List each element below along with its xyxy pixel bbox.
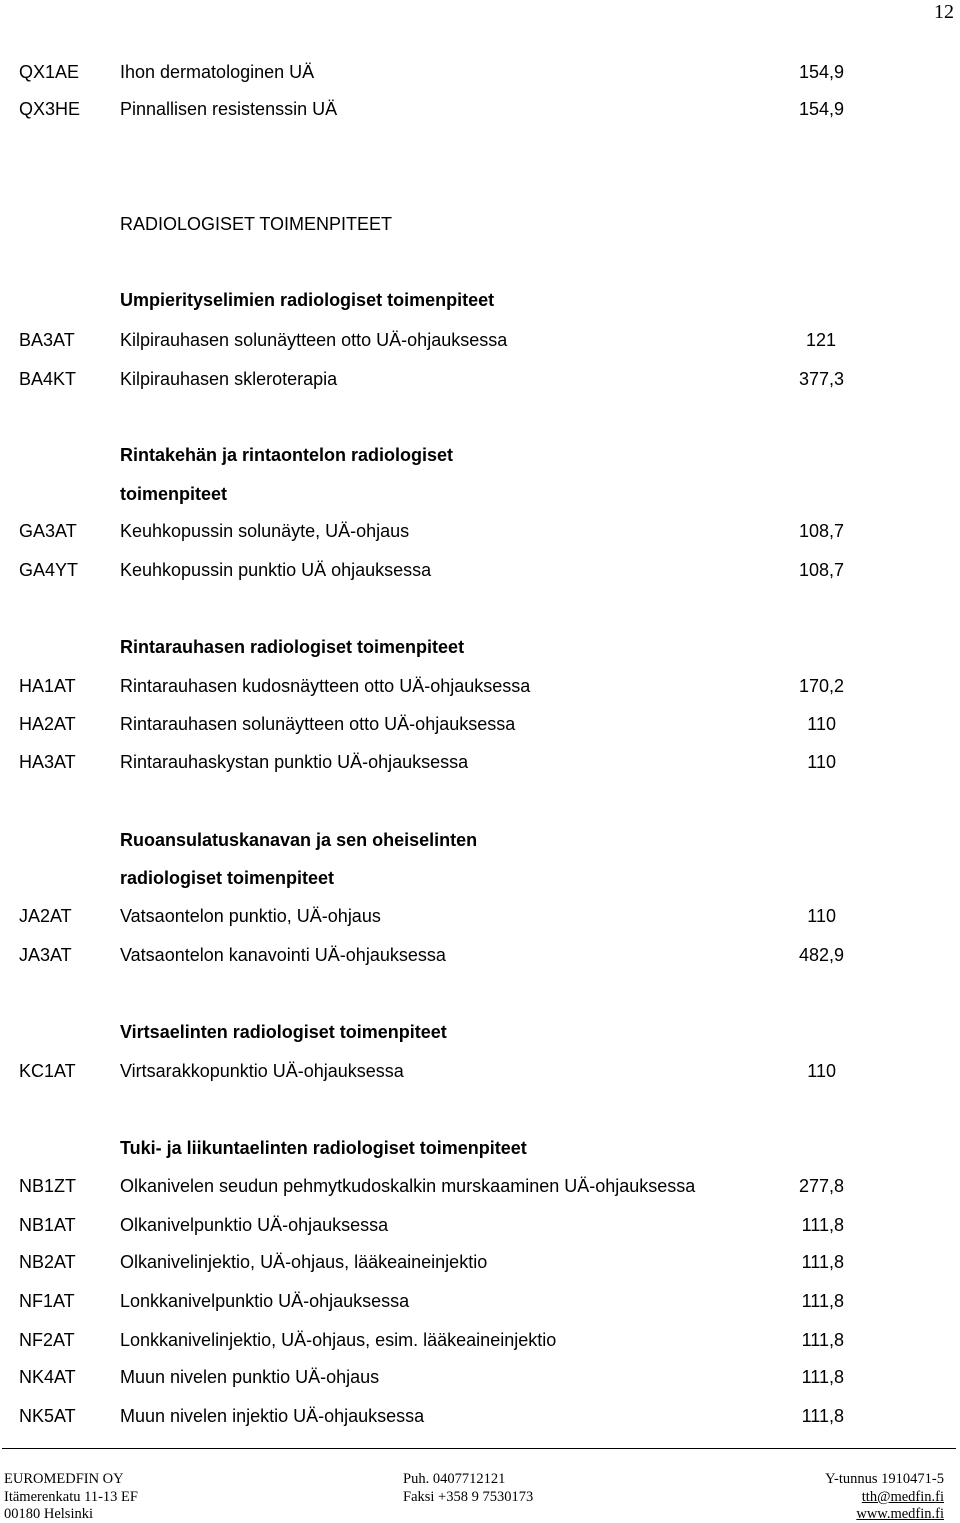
procedure-price: 110 — [807, 714, 836, 734]
procedure-price: 377,3 — [798, 369, 844, 389]
procedure-description: Vatsaontelon punktio, UÄ-ohjaus — [120, 906, 381, 926]
procedure-description: Keuhkopussin solunäyte, UÄ-ohjaus — [120, 521, 410, 541]
procedure-code: NK4AT — [19, 1367, 76, 1387]
footer-email-link[interactable]: tth@medfin.fi — [861, 1489, 944, 1505]
table-row — [0, 904, 960, 928]
procedure-description: Rintarauhaskystan punktio UÄ-ohjauksessa — [120, 752, 469, 772]
procedure-code: HA1AT — [19, 676, 76, 696]
procedure-price: 110 — [807, 1061, 836, 1081]
table-row — [0, 674, 960, 698]
procedure-description: Rintarauhasen solunäytteen otto UÄ-ohjauksessa — [120, 714, 516, 734]
table-row — [0, 367, 960, 391]
section-heading: Rintarauhasen radiologiset toimenpiteet — [120, 637, 465, 657]
procedure-price: 111,8 — [801, 1291, 844, 1311]
main-heading: RADIOLOGISET TOIMENPITEET — [120, 214, 393, 234]
table-row — [0, 1059, 960, 1083]
procedure-code: QX1AE — [19, 62, 80, 82]
procedure-code: BA4KT — [19, 369, 77, 389]
table-row — [0, 97, 960, 121]
section-heading: Ruoansulatuskanavan ja sen oheiselinten — [120, 830, 478, 850]
table-row — [0, 519, 960, 543]
footer-street-address: Itämerenkatu 11-13 EF — [4, 1489, 138, 1505]
footer-website-link[interactable]: www.medfin.fi — [856, 1506, 944, 1522]
procedure-description: Pinnallisen resistenssin UÄ — [120, 99, 338, 119]
footer-postal-address: 00180 Helsinki — [4, 1506, 94, 1522]
procedure-price: 110 — [807, 906, 836, 926]
procedure-price: 482,9 — [798, 945, 844, 965]
procedure-price: 121 — [805, 330, 836, 350]
procedure-price: 108,7 — [798, 560, 844, 580]
procedure-price: 277,8 — [798, 1176, 844, 1196]
table-row — [0, 943, 960, 967]
procedure-code: NF2AT — [19, 1330, 75, 1350]
footer-company-name: EUROMEDFIN OY — [4, 1471, 124, 1487]
section-heading: Virtsaelinten radiologiset toimenpiteet — [120, 1022, 447, 1042]
table-row — [0, 712, 960, 736]
procedure-code: NB1ZT — [19, 1176, 77, 1196]
procedure-code: GA4YT — [19, 560, 79, 580]
procedure-description: Olkanivelen seudun pehmytkudoskalkin murskaaminen UÄ-ohjauksessa — [120, 1176, 696, 1196]
procedure-description: Rintarauhasen kudosnäytteen otto UÄ-ohjauksessa — [120, 676, 531, 696]
section-heading: Umpierityselimien radiologiset toimenpiteet — [120, 290, 495, 310]
table-row — [0, 1328, 960, 1352]
procedure-description: Vatsaontelon kanavointi UÄ-ohjauksessa — [120, 945, 446, 965]
procedure-price: 154,9 — [798, 62, 844, 82]
procedure-code: NF1AT — [19, 1291, 75, 1311]
procedure-code: JA2AT — [19, 906, 72, 926]
procedure-code: NB1AT — [19, 1215, 76, 1235]
procedure-code: NB2AT — [19, 1252, 76, 1272]
section-heading: Rintakehän ja rintaontelon radiologiset — [120, 445, 454, 465]
procedure-price: 111,8 — [801, 1252, 844, 1272]
table-row — [0, 558, 960, 582]
procedure-description: Lonkkanivelinjektio, UÄ-ohjaus, esim. lääkeaineinjektio — [120, 1330, 557, 1350]
footer-divider — [2, 1448, 956, 1449]
procedure-description: Muun nivelen punktio UÄ-ohjaus — [120, 1367, 380, 1387]
procedure-code: HA3AT — [19, 752, 76, 772]
section-heading: radiologiset toimenpiteet — [120, 868, 335, 888]
procedure-code: NK5AT — [19, 1406, 76, 1426]
section-heading: toimenpiteet — [120, 484, 228, 504]
procedure-description: Kilpirauhasen skleroterapia — [120, 369, 338, 389]
procedure-code: HA2AT — [19, 714, 76, 734]
procedure-price: 108,7 — [798, 521, 844, 541]
procedure-code: QX3HE — [19, 99, 81, 119]
table-row — [0, 1213, 960, 1237]
table-row — [0, 328, 960, 352]
table-row — [0, 1365, 960, 1389]
procedure-description: Virtsarakkopunktio UÄ-ohjauksessa — [120, 1061, 404, 1081]
procedure-description: Muun nivelen injektio UÄ-ohjauksessa — [120, 1406, 425, 1426]
table-row — [0, 1174, 960, 1198]
procedure-price: 111,8 — [801, 1367, 844, 1387]
table-row — [0, 750, 960, 774]
page-number: 12 — [934, 1, 954, 23]
procedure-price: 111,8 — [801, 1406, 844, 1426]
procedure-code: GA3AT — [19, 521, 77, 541]
procedure-price: 154,9 — [798, 99, 844, 119]
procedure-price: 170,2 — [798, 676, 844, 696]
procedure-price: 110 — [807, 752, 836, 772]
procedure-description: Keuhkopussin punktio UÄ ohjauksessa — [120, 560, 432, 580]
footer-fax: Faksi +358 9 7530173 — [403, 1489, 534, 1505]
table-row — [0, 1289, 960, 1313]
procedure-description: Olkanivelinjektio, UÄ-ohjaus, lääkeaineinjektio — [120, 1252, 488, 1272]
procedure-description: Kilpirauhasen solunäytteen otto UÄ-ohjauksessa — [120, 330, 508, 350]
procedure-description: Lonkkanivelpunktio UÄ-ohjauksessa — [120, 1291, 410, 1311]
procedure-code: KC1AT — [19, 1061, 76, 1081]
procedure-price: 111,8 — [801, 1215, 844, 1235]
procedure-code: BA3AT — [19, 330, 75, 350]
procedure-description: Ihon dermatologinen UÄ — [120, 62, 315, 82]
section-heading: Tuki- ja liikuntaelinten radiologiset toimenpiteet — [120, 1138, 527, 1158]
procedure-description: Olkanivelpunktio UÄ-ohjauksessa — [120, 1215, 389, 1235]
footer-phone: Puh. 0407712121 — [403, 1471, 506, 1487]
table-row — [0, 60, 960, 84]
procedure-code: JA3AT — [19, 945, 72, 965]
table-row — [0, 1404, 960, 1428]
table-row — [0, 1250, 960, 1274]
procedure-price: 111,8 — [801, 1330, 844, 1350]
footer-business-id: Y-tunnus 1910471-5 — [825, 1471, 944, 1487]
